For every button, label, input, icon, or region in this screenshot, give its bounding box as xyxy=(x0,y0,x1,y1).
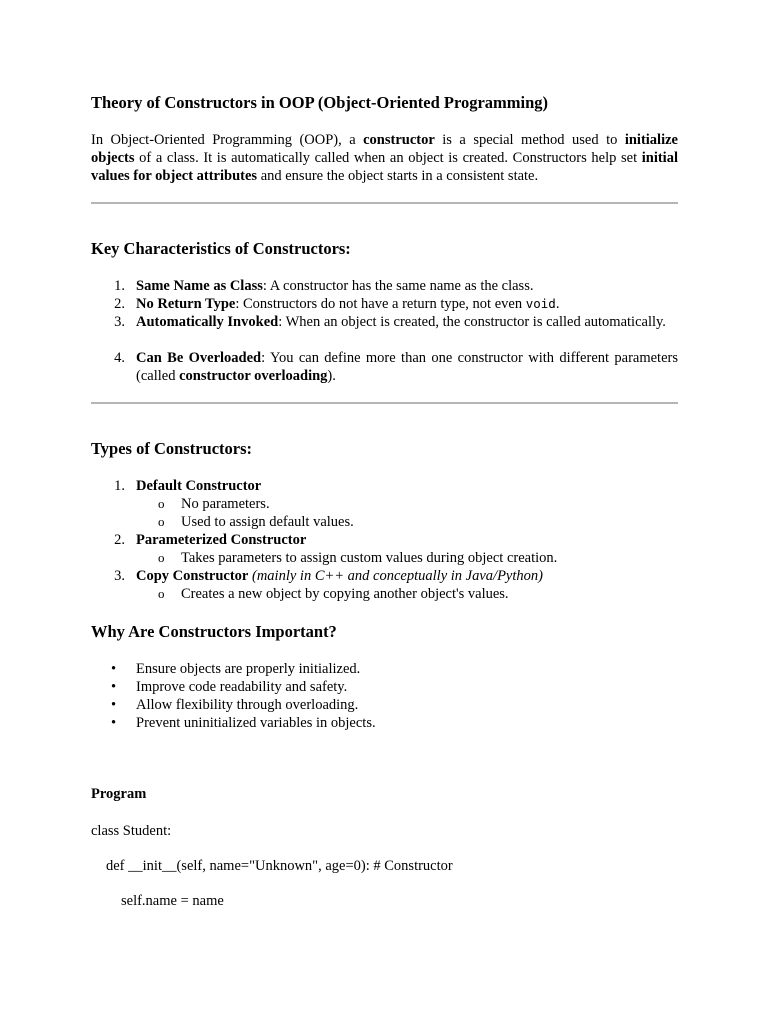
intro-text-1: In Object-Oriented Programming (OOP), a xyxy=(91,132,364,148)
intro-text-4: and ensure the object starts in a consistent state. xyxy=(257,168,539,184)
item-tail: ). xyxy=(327,368,336,384)
intro-text-2: is a special method used to xyxy=(434,132,625,148)
code-line: def __init__(self, name="Unknown", age=0): # Constructor xyxy=(106,858,453,874)
item-bold: Can Be Overloaded xyxy=(136,350,262,366)
item-bold-2: constructor overloading xyxy=(179,368,328,384)
type-note: (mainly in C++ and conceptually in Java/Python) xyxy=(248,568,543,584)
types-heading: Types of Constructors: xyxy=(91,439,253,458)
item-bold: Same Name as Class xyxy=(136,278,263,294)
program-heading: Program xyxy=(91,786,147,802)
bullet-item: Prevent uninitialized variables in objects. xyxy=(136,715,376,731)
code-line: class Student: xyxy=(91,823,172,839)
sub-item: Takes parameters to assign custom values during object creation. xyxy=(181,550,558,566)
sub-bullet: o xyxy=(158,586,165,601)
intro-bold-1: constructor xyxy=(363,132,435,148)
item-text: : A constructor has the same name as the class. xyxy=(262,278,534,294)
bullet-item: Ensure objects are properly initialized. xyxy=(136,661,361,677)
page-title: Theory of Constructors in OOP (Object-Oriented Programming) xyxy=(91,93,549,112)
intro-bold-3: initial values for object attributes xyxy=(91,150,678,184)
bullet: • xyxy=(111,715,117,731)
item-bold: Automatically Invoked xyxy=(136,314,279,330)
list-number: 2. xyxy=(114,532,125,548)
bullet: • xyxy=(111,661,117,677)
item-bold: No Return Type xyxy=(136,296,236,312)
list-item xyxy=(136,567,678,585)
sub-item: No parameters. xyxy=(181,496,270,512)
bullet-item: Allow flexibility through overloading. xyxy=(136,697,359,713)
intro-text-3: of a class. It is automatically called when an object is created. Constructors help set xyxy=(134,150,642,166)
list-number: 3. xyxy=(114,314,125,330)
bullet-item: Improve code readability and safety. xyxy=(136,679,348,695)
item-text: : Constructors do not have a return type, not even xyxy=(235,296,526,312)
list-item xyxy=(136,477,678,495)
sub-bullet: o xyxy=(158,514,165,529)
list-number: 1. xyxy=(114,278,125,294)
list-item xyxy=(136,277,678,295)
type-label: Copy Constructor xyxy=(136,568,249,584)
list-number: 1. xyxy=(114,478,125,494)
item-code: void xyxy=(525,296,556,311)
importance-heading: Why Are Constructors Important? xyxy=(91,622,337,641)
characteristics-heading: Key Characteristics of Constructors: xyxy=(91,239,351,258)
item-text: : When an object is created, the constructor is called automatically. xyxy=(278,314,666,330)
list-item xyxy=(136,313,678,331)
divider xyxy=(91,202,678,204)
type-label: Parameterized Constructor xyxy=(136,532,307,548)
list-number: 2. xyxy=(114,296,125,312)
bullet: • xyxy=(111,697,117,713)
sub-item: Creates a new object by copying another object's values. xyxy=(181,586,509,602)
list-number: 3. xyxy=(114,568,125,584)
intro-paragraph xyxy=(91,131,678,185)
divider xyxy=(91,402,678,404)
sub-bullet: o xyxy=(158,496,165,511)
type-label: Default Constructor xyxy=(136,478,262,494)
bullet: • xyxy=(111,679,117,695)
item-text: : You can define more than one constructor with different parameters (called xyxy=(136,350,678,384)
sub-item: Used to assign default values. xyxy=(181,514,354,530)
sub-bullet: o xyxy=(158,550,165,565)
list-item xyxy=(136,531,678,549)
list-item xyxy=(136,295,678,313)
list-item xyxy=(136,349,678,385)
item-tail: . xyxy=(555,296,560,312)
intro-bold-2: initialize objects xyxy=(91,132,678,166)
code-line: self.name = name xyxy=(121,893,224,909)
list-number: 4. xyxy=(114,350,125,366)
